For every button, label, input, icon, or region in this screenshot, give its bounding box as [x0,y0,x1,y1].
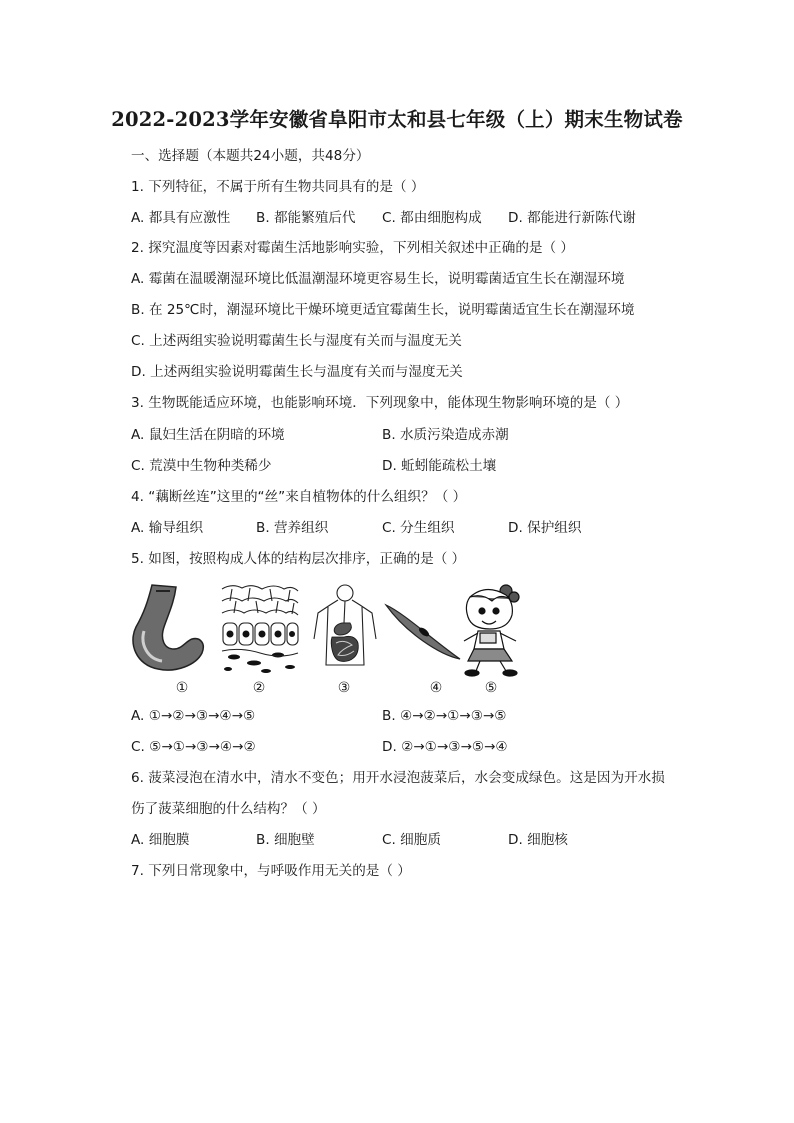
question-6-stem-continued: 伤了菠菜细胞的什么结构？（ ） [131,801,326,817]
question-4-option-d: D. 保护组织 [508,520,582,536]
question-5-option-d: D. ②→①→③→⑤→④ [382,739,508,755]
stomach-figure [130,583,210,675]
question-3-option-d: D. 蚯蚓能疏松土壤 [382,458,497,474]
section-heading: 一、选择题（本题共24小题，共48分） [131,148,370,164]
figure-label-3: ③ [337,680,351,696]
cell-figure [384,583,464,675]
question-3-option-b: B. 水质污染造成赤潮 [382,427,509,443]
question-1-option-a: A. 都具有应激性 [131,210,231,226]
question-5-option-c: C. ⑤→①→③→④→② [131,739,256,755]
question-2-option-b: B. 在 25℃时，潮湿环境比干燥环境更适宜霉菌生长，说明霉菌适宜生长在潮湿环境 [131,302,635,318]
question-4-option-c: C. 分生组织 [382,520,455,536]
question-2-option-a: A. 霉菌在温暖潮湿环境比低温潮湿环境更容易生长，说明霉菌适宜生长在潮湿环境 [131,271,625,287]
tissue-figure [220,583,300,675]
girl-figure [456,583,528,679]
figure-label-5: ⑤ [484,680,498,696]
question-6-option-b: B. 细胞壁 [256,832,315,848]
question-3-stem: 3. 生物既能适应环境，也能影响环境．下列现象中，能体现生物影响环境的是（ ） [131,395,629,411]
question-3-option-a: A. 鼠妇生活在阴暗的环境 [131,427,285,443]
question-1-option-b: B. 都能繁殖后代 [256,210,356,226]
question-5-option-a: A. ①→②→③→④→⑤ [131,708,256,724]
question-4-option-a: A. 输导组织 [131,520,204,536]
question-6-option-a: A. 细胞膜 [131,832,190,848]
figure-label-2: ② [252,680,266,696]
question-7-stem: 7. 下列日常现象中，与呼吸作用无关的是（ ） [131,863,411,879]
question-5-option-b: B. ④→②→①→③→⑤ [382,708,507,724]
question-1-stem: 1. 下列特征，不属于所有生物共同具有的是（ ） [131,179,425,195]
question-1-option-c: C. 都由细胞构成 [382,210,482,226]
question-2-stem: 2. 探究温度等因素对霉菌生活地影响实验，下列相关叙述中正确的是（ ） [131,240,575,256]
question-6-stem: 6. 菠菜浸泡在清水中，清水不变色；用开水浸泡菠菜后，水会变成绿色。这是因为开水损 [131,770,665,786]
question-2-option-d: D. 上述两组实验说明霉菌生长与温度有关而与湿度无关 [131,364,463,380]
question-5-stem: 5. 如图，按照构成人体的结构层次排序，正确的是（ ） [131,551,466,567]
digestive-system-figure [310,583,380,675]
question-6-option-c: C. 细胞质 [382,832,441,848]
page-title: 2022-2023学年安徽省阜阳市太和县七年级（上）期末生物试卷 [111,108,683,131]
question-4-option-b: B. 营养组织 [256,520,329,536]
question-6-option-d: D. 细胞核 [508,832,568,848]
question-4-stem: 4. “藕断丝连”这里的“丝”来自植物体的什么组织？（ ） [131,489,467,505]
figure-label-4: ④ [429,680,443,696]
question-1-option-d: D. 都能进行新陈代谢 [508,210,636,226]
figure-label-1: ① [175,680,189,696]
question-3-option-c: C. 荒漠中生物种类稀少 [131,458,272,474]
question-2-option-c: C. 上述两组实验说明霉菌生长与湿度有关而与温度无关 [131,333,462,349]
